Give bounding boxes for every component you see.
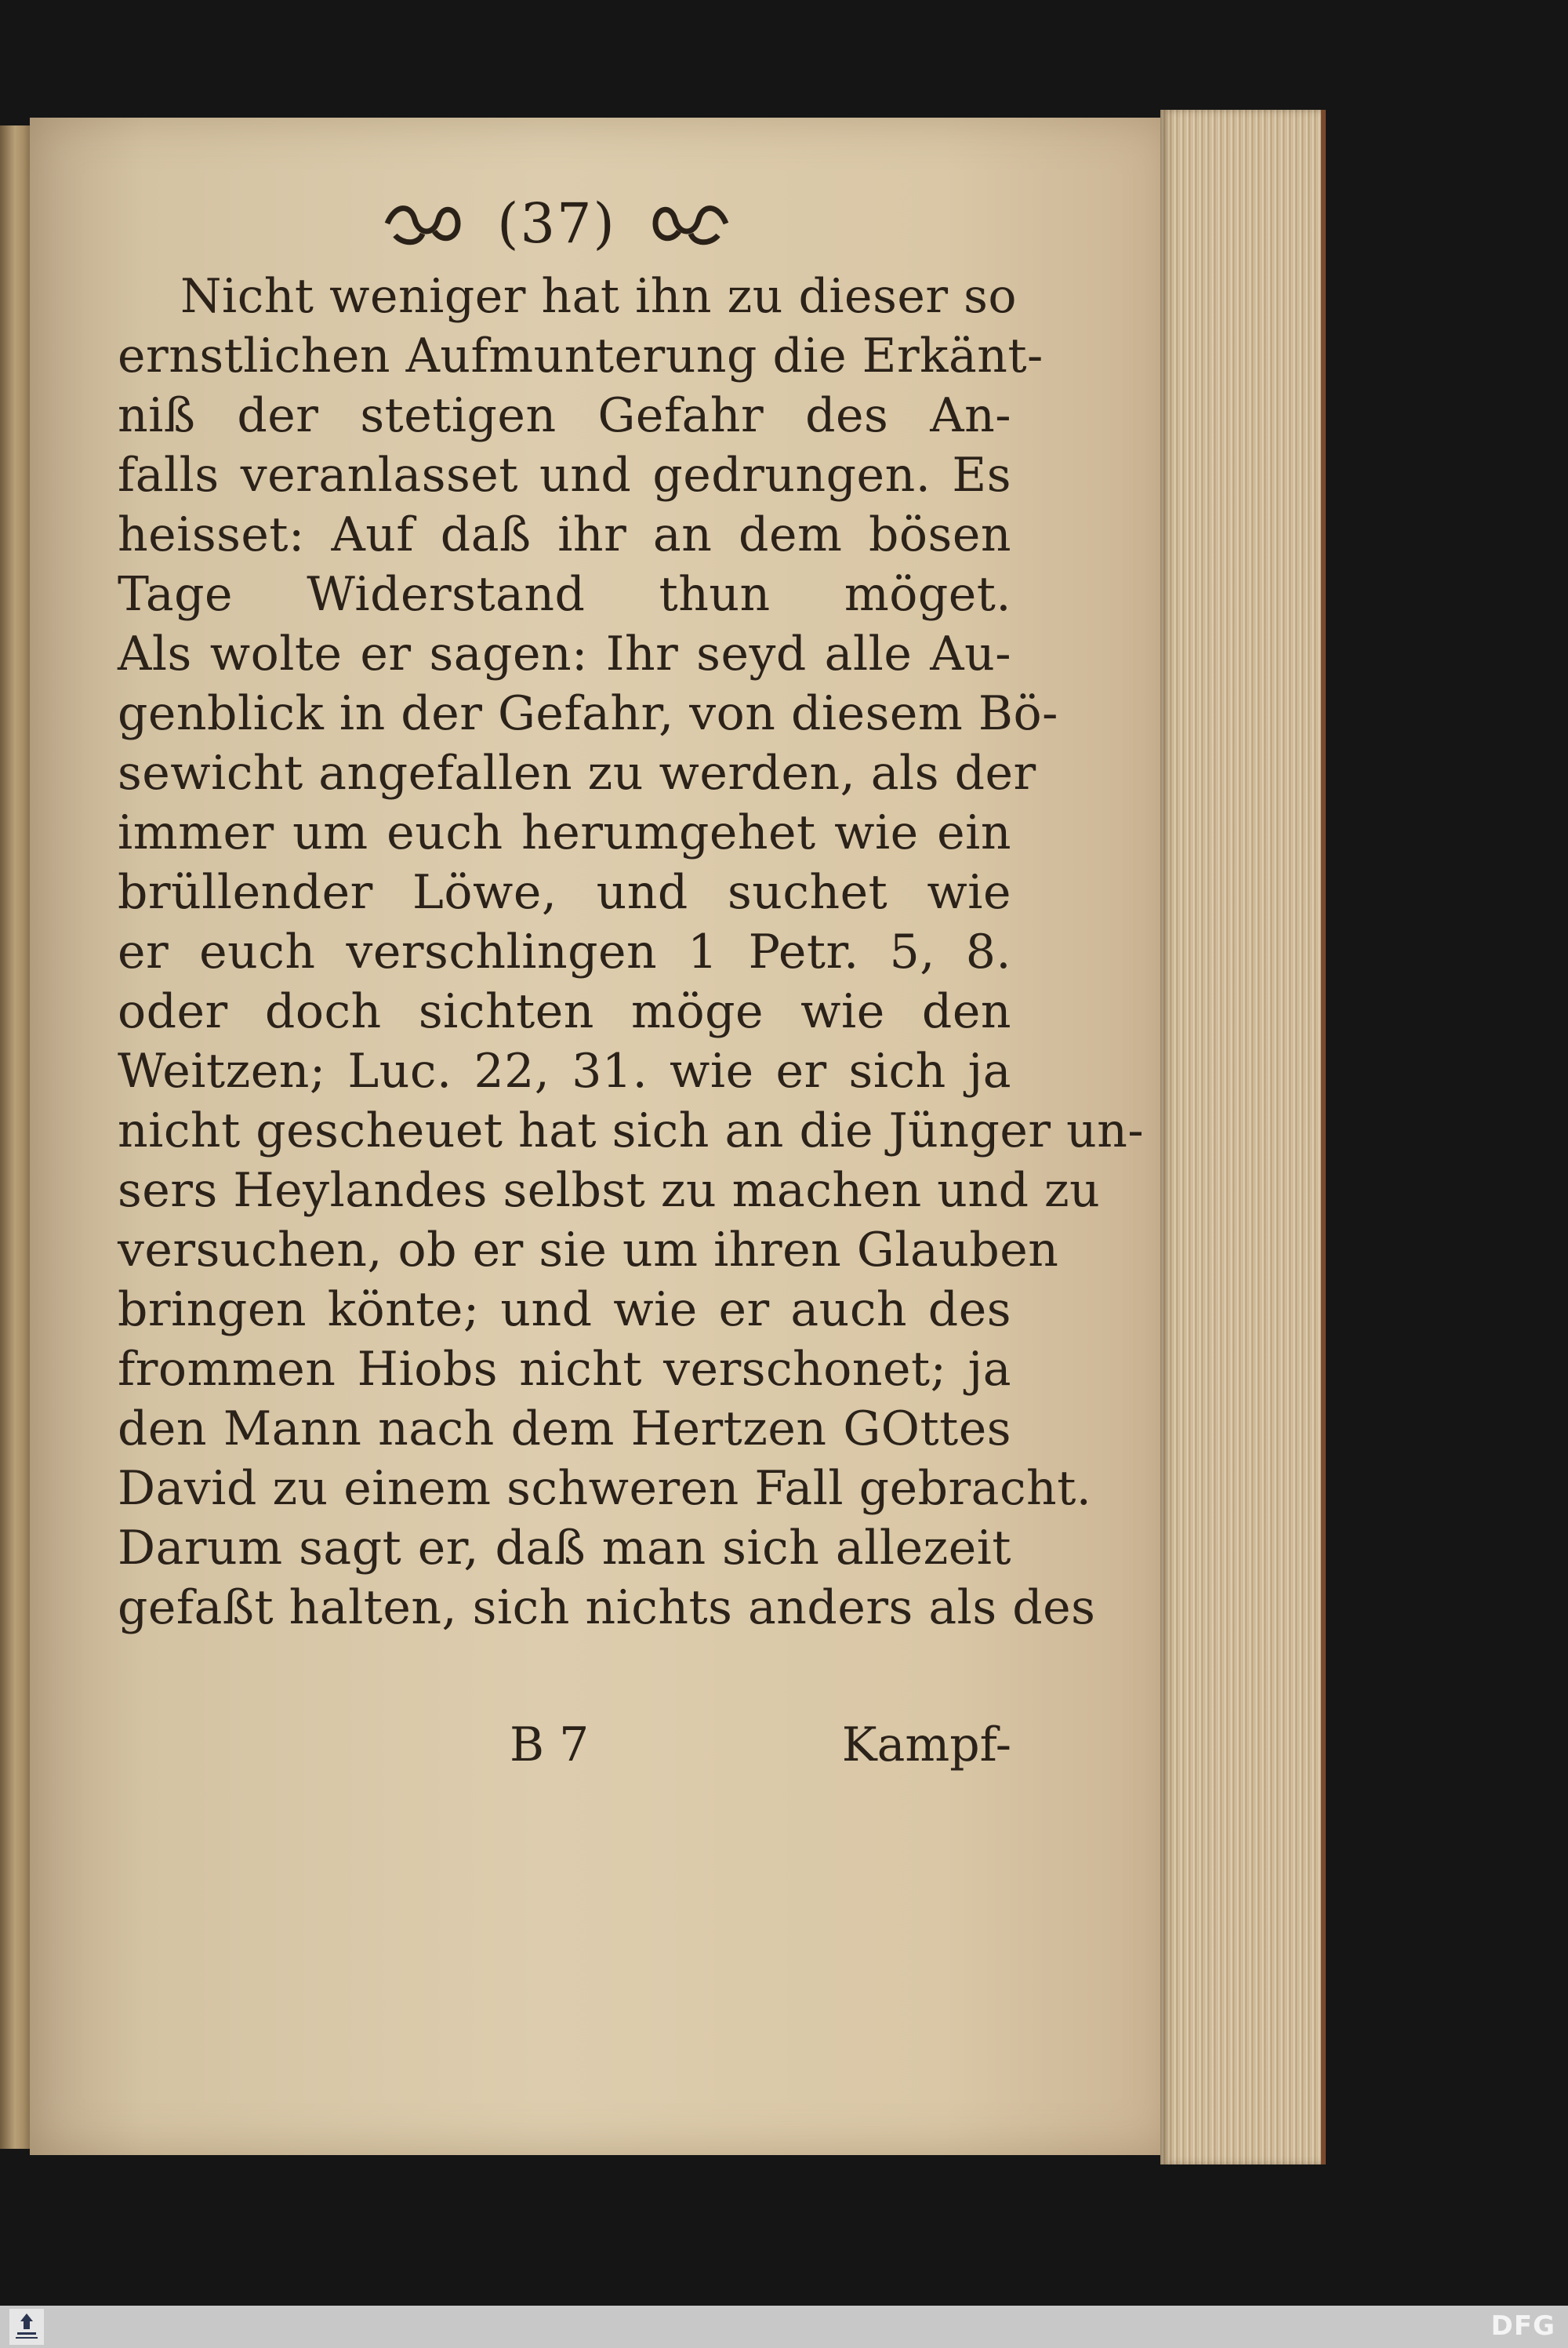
right-ornament-icon — [648, 196, 734, 251]
text-line: oder doch sichten möge wie den — [118, 984, 1011, 1039]
text-line: niß der stetigen Gefahr des An- — [118, 388, 1011, 443]
text-line: nicht gescheuet hat sich an die Jünger un- — [118, 1103, 1145, 1158]
text-line: immer um euch herumgehet wie ein — [118, 805, 1011, 860]
text-line: ernstlichen Aufmunterung die Erkänt- — [118, 329, 1044, 383]
text-line: Darum sagt er, daß man sich allezeit — [118, 1521, 1011, 1576]
dfg-logo: DFG — [1490, 2310, 1555, 2342]
text-line: falls veranlasset und gedrungen. Es — [118, 448, 1011, 503]
viewer-footer-bar — [0, 2306, 1568, 2348]
text-line: er euch verschlingen 1 Petr. 5, 8. — [118, 925, 1011, 980]
text-line: brüllender Löwe, und suchet wie — [118, 865, 1011, 920]
library-logo-icon — [9, 2309, 44, 2345]
previous-page-edge — [0, 125, 33, 2149]
text-line: frommen Hiobs nicht verschonet; ja — [118, 1342, 1011, 1397]
text-line: gefaßt halten, sich nichts anders als des — [118, 1580, 1096, 1635]
text-line: sewicht angefallen zu werden, als der — [118, 746, 1036, 801]
text-line: den Mann nach dem Hertzen GOttes — [118, 1401, 1011, 1456]
body-text — [118, 267, 1145, 1637]
page-number: (37) — [497, 191, 616, 256]
text-line: Weitzen; Luc. 22, 31. wie er sich ja — [118, 1044, 1011, 1099]
text-line: heisset: Auf daß ihr an dem bösen — [118, 507, 1011, 562]
text-line: bringen könte; und wie er auch des — [118, 1282, 1011, 1337]
text-line: sers Heylandes selbst zu machen und zu — [118, 1163, 1101, 1218]
page-block-edges — [1160, 110, 1326, 2164]
catchword: Kampf- — [841, 1717, 1011, 1772]
text-line: Tage Widerstand thun möget. — [118, 567, 1011, 622]
left-ornament-icon — [379, 196, 466, 251]
page-header — [337, 180, 776, 267]
text-line: versuchen, ob er sie um ihren Glauben — [118, 1223, 1059, 1278]
page-footer — [118, 1717, 1011, 1780]
text-line: genblick in der Gefahr, von diesem Bö- — [118, 686, 1058, 741]
text-line: Als wolte er sagen: Ihr seyd alle Au- — [118, 627, 1011, 682]
text-line: David zu einem schweren Fall gebracht. — [118, 1461, 1092, 1516]
text-line: Nicht weniger hat ihn zu dieser so — [180, 269, 1018, 324]
signature-mark: B 7 — [510, 1717, 590, 1772]
